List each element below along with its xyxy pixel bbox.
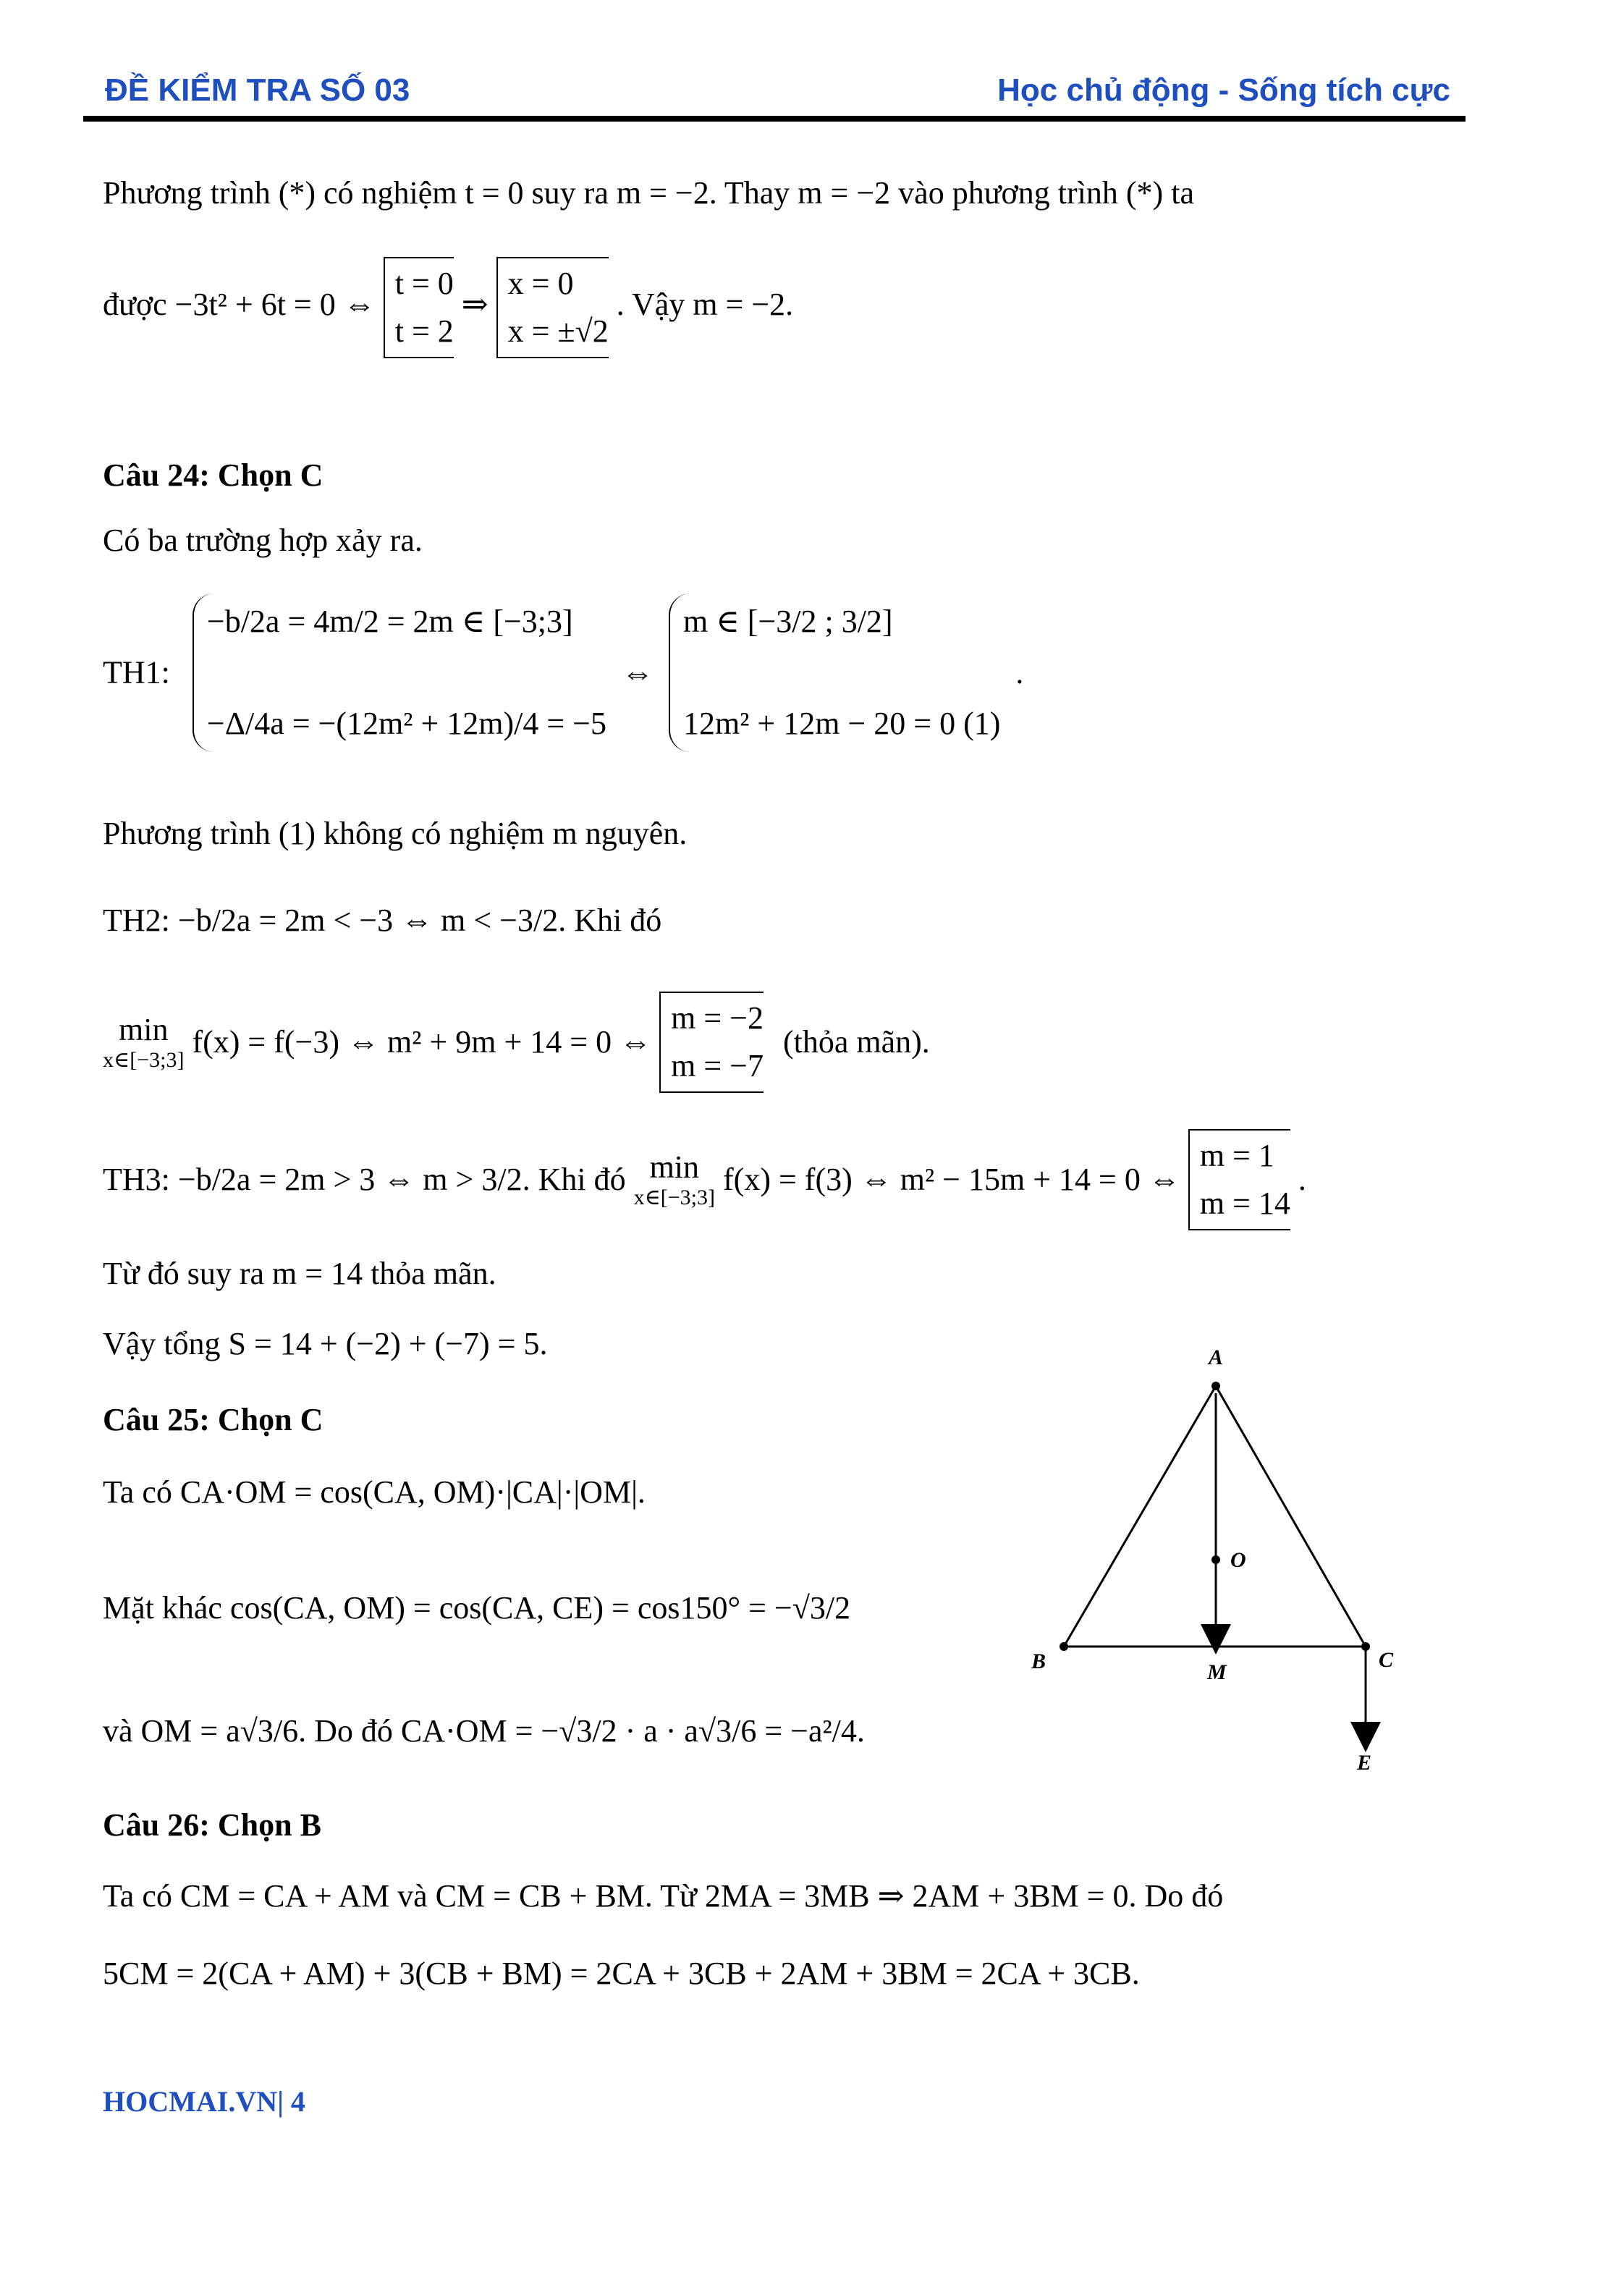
q25-p1: Ta có CA·OM = cos(CA, OM)·|CA|·|OM|. [103,1474,646,1510]
th2-case1: m = −2 [671,1000,764,1036]
th1-end: . [1015,654,1024,690]
th3-text: TH3: −b/2a = 2m > 3 ⇔ m > 3/2. Khi đó [103,1162,626,1197]
th1-eq1: −b/2a = 4m/2 = 2m ∈ [−3;3] [206,604,573,639]
case-t2: t = 2 [394,313,454,349]
th2-min-sub: x∈[−3;3] [103,1047,185,1072]
th2-case2: m = −7 [671,1048,764,1083]
th1-res2: 12m² + 12m − 20 = 0 (1) [683,705,1001,741]
q26-p2: 5CM = 2(CA + AM) + 3(CB + BM) = 2CA + 3CB + 2AM + 3BM = 2CA + 3CB. [103,1956,1140,1991]
header-slogan: Học chủ động - Sống tích cực [997,72,1450,108]
page-footer: HOCMAI.VN| 4 [103,2085,305,2118]
triangle-figure [1013,1343,1418,1791]
q24-p1: Có ba trường hợp xảy ra. [103,523,423,558]
label-e: E [1357,1751,1372,1775]
th2-min [103,1013,184,1071]
implies-symbol: ⇒ [461,287,489,323]
th1-eq2: −Δ/4a = −(12m² + 12m)/4 = −5 [206,705,606,741]
th2-eq: f(x) = f(−3) ⇔ m² + 9m + 14 = 0 ⇔ [192,1024,652,1060]
q24-th2-min [103,992,930,1093]
th2-min-op: min [119,1012,169,1048]
q24-p2: Phương trình (1) không có nghiệm m nguyên. [103,816,688,851]
header-divider [83,116,1466,122]
q24-th1 [103,593,1023,752]
th3-min-sub: x∈[−3;3] [633,1185,716,1209]
q24-heading: Câu 24: Chọn C [103,457,323,493]
q26-p1: Ta có CM = CA + AM và CM = CB + BM. Từ 2MA = 3MB ⇒ 2AM + 3BM = 0. Do đó [103,1878,1224,1914]
th3-case1: m = 1 [1199,1138,1274,1173]
q25-heading: Câu 25: Chọn C [103,1402,323,1437]
th3-min [634,1150,715,1209]
th2-cases [659,992,764,1093]
q25-p2: Mặt khác cos(CA, OM) = cos(CA, CE) = cos150° = −√3/2 [103,1590,851,1626]
case-x1: x = 0 [507,266,574,301]
label-m: M [1207,1660,1227,1684]
th1-result [669,593,1000,752]
side-ab [1064,1386,1216,1647]
th1-equiv: ⇔ [622,654,654,690]
intro-line-2-suffix: . Vậy m = −2. [616,287,794,323]
q24-p4: Vậy tổng S = 14 + (−2) + (−7) = 5. [103,1326,548,1361]
th1-label: TH1: [103,654,170,690]
th3-cases [1188,1129,1290,1230]
th3-eq: f(x) = f(3) ⇔ m² − 15m + 14 = 0 ⇔ [723,1162,1180,1197]
label-a: A [1209,1345,1224,1369]
q26-heading: Câu 26: Chọn B [103,1807,321,1843]
q25-p3: và OM = a√3/6. Do đó CA·OM = −√3/2 · a · a√3/6 = −a²/4. [103,1713,865,1749]
point-b [1060,1642,1068,1651]
label-c: C [1379,1648,1394,1672]
case-t1: t = 0 [394,266,454,301]
point-a [1211,1382,1220,1390]
case-x2: x = ±√2 [507,313,609,349]
header-title: ĐỀ KIỂM TRA SỐ 03 [105,72,410,108]
label-b: B [1031,1649,1046,1673]
intro-line-2-prefix: được −3t² + 6t = 0 ⇔ [103,287,376,323]
q24-p3: Từ đó suy ra m = 14 thỏa mãn. [103,1256,496,1291]
th1-res1: m ∈ [−3/2 ; 3/2] [683,604,893,639]
th3-min-op: min [649,1149,700,1186]
intro-line-1: Phương trình (*) có nghiệm t = 0 suy ra m = −2. Thay m = −2 vào phương trình (*) ta [103,175,1194,211]
intro-line-2 [103,257,793,358]
side-ac [1216,1386,1366,1647]
th3-end: . [1298,1162,1306,1197]
q24-th3 [103,1129,1306,1230]
label-o: O [1230,1548,1246,1572]
q24-th2: TH2: −b/2a = 2m < −3 ⇔ m < −3/2. Khi đó [103,903,662,938]
point-o [1211,1555,1220,1564]
x-cases [496,257,609,358]
point-c [1361,1642,1370,1651]
th3-case2: m = 14 [1199,1186,1290,1221]
th2-end: (thỏa mãn). [782,1024,930,1060]
th1-system [193,593,606,752]
t-cases [384,257,454,358]
